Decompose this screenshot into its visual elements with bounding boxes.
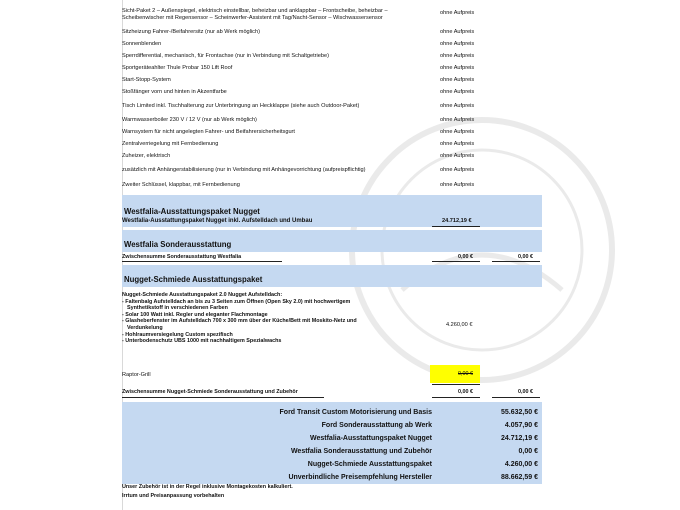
option-row <box>122 65 540 72</box>
subtotal-label: Zwischensumme Nugget-Schmiede Sonderausstattung und Zubehör <box>122 389 298 395</box>
option-price: ohne Aufpreis <box>440 153 475 159</box>
summary-value: 4.260,00 € <box>504 461 538 468</box>
option-row <box>122 103 540 110</box>
option-label: Tisch Limited inkl. Tischhalterung zur Unterbringung an Heckklappe (siehe auch Outdoor-Paket) <box>122 103 360 109</box>
nugget-subtotal-row <box>122 389 540 396</box>
package-title: Nugget-Schmiede Ausstattungspaket 2.0 Nugget Aufstelldach: <box>122 292 283 298</box>
option-label: zusätzlich mit Anhängerstabilisierung (nur in Verbindung mit Anhängevorrichtung (aufpreispflichtig) <box>122 167 366 173</box>
summary-label: Nugget-Schmiede Ausstattungspaket <box>307 461 432 468</box>
package-price: 4.260,00 € <box>446 322 473 328</box>
section-title: Westfalia Sonderausstattung <box>124 240 232 249</box>
option-label: Sicht-Paket 2 – Außenspiegel, elektrisch einstellbar, beheizbar und anklappbar – Frontscheibe, beheizbar – Scheibenwischer mit Regensensor – Scheinwerfer-Assistent mit Tag/Nacht-Sensor – Wischwassersensor <box>122 8 388 21</box>
option-price: 24.712,19 € <box>442 218 472 224</box>
option-label: Zuheizer, elektrisch <box>122 153 171 159</box>
option-price: ohne Aufpreis <box>440 10 475 16</box>
option-price: ohne Aufpreis <box>440 182 475 188</box>
highlighted-cell <box>430 365 480 383</box>
summary-total-value: 88.662,59 € <box>501 474 538 481</box>
option-price: ohne Aufpreis <box>440 129 475 135</box>
package-line: - Solar 100 Watt inkl. Regler und eleganter Flachmontage <box>122 311 268 318</box>
option-label: Start-Stopp-System <box>122 77 171 83</box>
option-label: Stoßfänger vorn und hinten in Akzentfarbe <box>122 89 227 95</box>
package-line: - Glasheberfenster im Aufstelldach 700 x 300 mm über der Küche/Bett mit Moskito-Netz und <box>122 318 357 325</box>
option-row <box>122 167 540 174</box>
option-row <box>122 182 540 189</box>
option-row <box>122 77 540 84</box>
summary-value: 24.712,19 € <box>501 435 538 442</box>
option-label: Warmwasserboiler 230 V / 12 V (nur ab Werk möglich) <box>122 117 257 123</box>
option-label: Zentralverriegelung mit Fernbedienung <box>122 141 219 147</box>
package-line: Synthetikstoff in verschiedenen Farben <box>127 305 228 312</box>
underline <box>122 261 282 262</box>
underline <box>432 384 480 385</box>
option-price: ohne Aufpreis <box>440 41 475 47</box>
option-label: Zweiter Schlüssel, klappbar, mit Fernbedienung <box>122 182 240 188</box>
nugget-package-block <box>122 292 540 345</box>
option-label: Raptor-Grill <box>122 372 151 378</box>
package-line: - Hohlraumversiegelung Custom spezifisch <box>122 331 233 338</box>
subtotal-value: 0,00 € <box>458 389 473 395</box>
westfalia-paket-row <box>122 218 540 225</box>
package-line: Verdunkelung <box>127 324 163 331</box>
option-price: ohne Aufpreis <box>440 65 475 71</box>
option-row <box>122 29 540 36</box>
option-row <box>122 89 540 96</box>
summary-value: 55.632,50 € <box>501 409 538 416</box>
section-header-nugget-schmiede <box>122 265 542 287</box>
option-row <box>122 141 540 148</box>
option-row <box>122 117 540 124</box>
summary-block <box>122 402 542 484</box>
option-row <box>122 8 540 21</box>
section-title: Westfalia-Ausstattungspaket Nugget <box>124 207 260 216</box>
option-price: ohne Aufpreis <box>440 53 475 59</box>
option-row <box>122 41 540 48</box>
option-label: Sportgeräteahlter Thule Probar 150 Lift Roof <box>122 65 233 71</box>
section-title: Nugget-Schmiede Ausstattungspaket <box>124 275 263 284</box>
underline <box>432 397 480 398</box>
package-line: - Faltenbalg Aufstelldach an bis zu 3 Seiten zum Öffnen (Open Sky 2.0) mit hochwertigem <box>122 298 351 305</box>
subtotal-value: 0,00 € <box>518 389 533 395</box>
price-sheet <box>122 0 652 510</box>
summary-label: Westfalia Sonderausstattung und Zubehör <box>290 448 432 455</box>
option-label: Sperrdifferential, mechanisch, für Frontachse (nur in Verbindung mit Schaltgetriebe) <box>122 53 329 59</box>
summary-value: 4.057,90 € <box>504 422 538 429</box>
underline <box>432 226 480 227</box>
underline <box>492 397 540 398</box>
section-header-westfalia-sonder <box>122 230 542 252</box>
option-price: 0,00 € <box>458 371 473 377</box>
option-price: ohne Aufpreis <box>440 103 475 109</box>
option-label: Warnsystem für nicht angelegten Fahrer- und Beifahrersicherheitsgurt <box>122 129 295 135</box>
option-price: ohne Aufpreis <box>440 141 475 147</box>
option-row <box>122 53 540 60</box>
option-price: ohne Aufpreis <box>440 167 475 173</box>
underline <box>492 261 540 262</box>
option-price: ohne Aufpreis <box>440 77 475 83</box>
option-label: Sitzheizung Fahrer-/Beifahrersitz (nur ab Werk möglich) <box>122 29 260 35</box>
option-label: Westfalia-Ausstattungspaket Nugget inkl. Aufstelldach und Umbau <box>122 218 313 224</box>
summary-label: Westfalia-Ausstattungspaket Nugget <box>310 435 432 442</box>
westfalia-subtotal-row <box>122 254 540 261</box>
option-price: ohne Aufpreis <box>440 117 475 123</box>
summary-total-label: Unverbindliche Preisempfehlung Hersteller <box>288 474 432 481</box>
subtotal-value: 0,00 € <box>458 254 473 260</box>
option-row <box>122 129 540 136</box>
summary-label: Ford Sonderausstattung ab Werk <box>321 422 432 429</box>
footer-note <box>122 484 540 499</box>
summary-label: Ford Transit Custom Motorisierung und Basis <box>279 409 432 416</box>
underline <box>432 261 480 262</box>
subtotal-label: Zwischensumme Sonderausstattung Westfalia <box>122 254 242 260</box>
option-price: ohne Aufpreis <box>440 29 475 35</box>
option-price: ohne Aufpreis <box>440 89 475 95</box>
summary-value: 0,00 € <box>518 448 538 455</box>
option-row <box>122 153 540 160</box>
footer-line: Unser Zubehör ist in der Regel inklusive Montagekosten kalkuliert. <box>122 484 293 490</box>
footer-line: Irrtum und Preisanpassung vorbehalten <box>122 492 225 499</box>
package-line: - Unterbodenschutz UBS 1000 mit nachhaltigem Spezialwachs <box>122 338 282 345</box>
option-label: Sonnenblenden <box>122 41 162 47</box>
underline <box>122 397 324 398</box>
subtotal-value: 0,00 € <box>518 254 533 260</box>
